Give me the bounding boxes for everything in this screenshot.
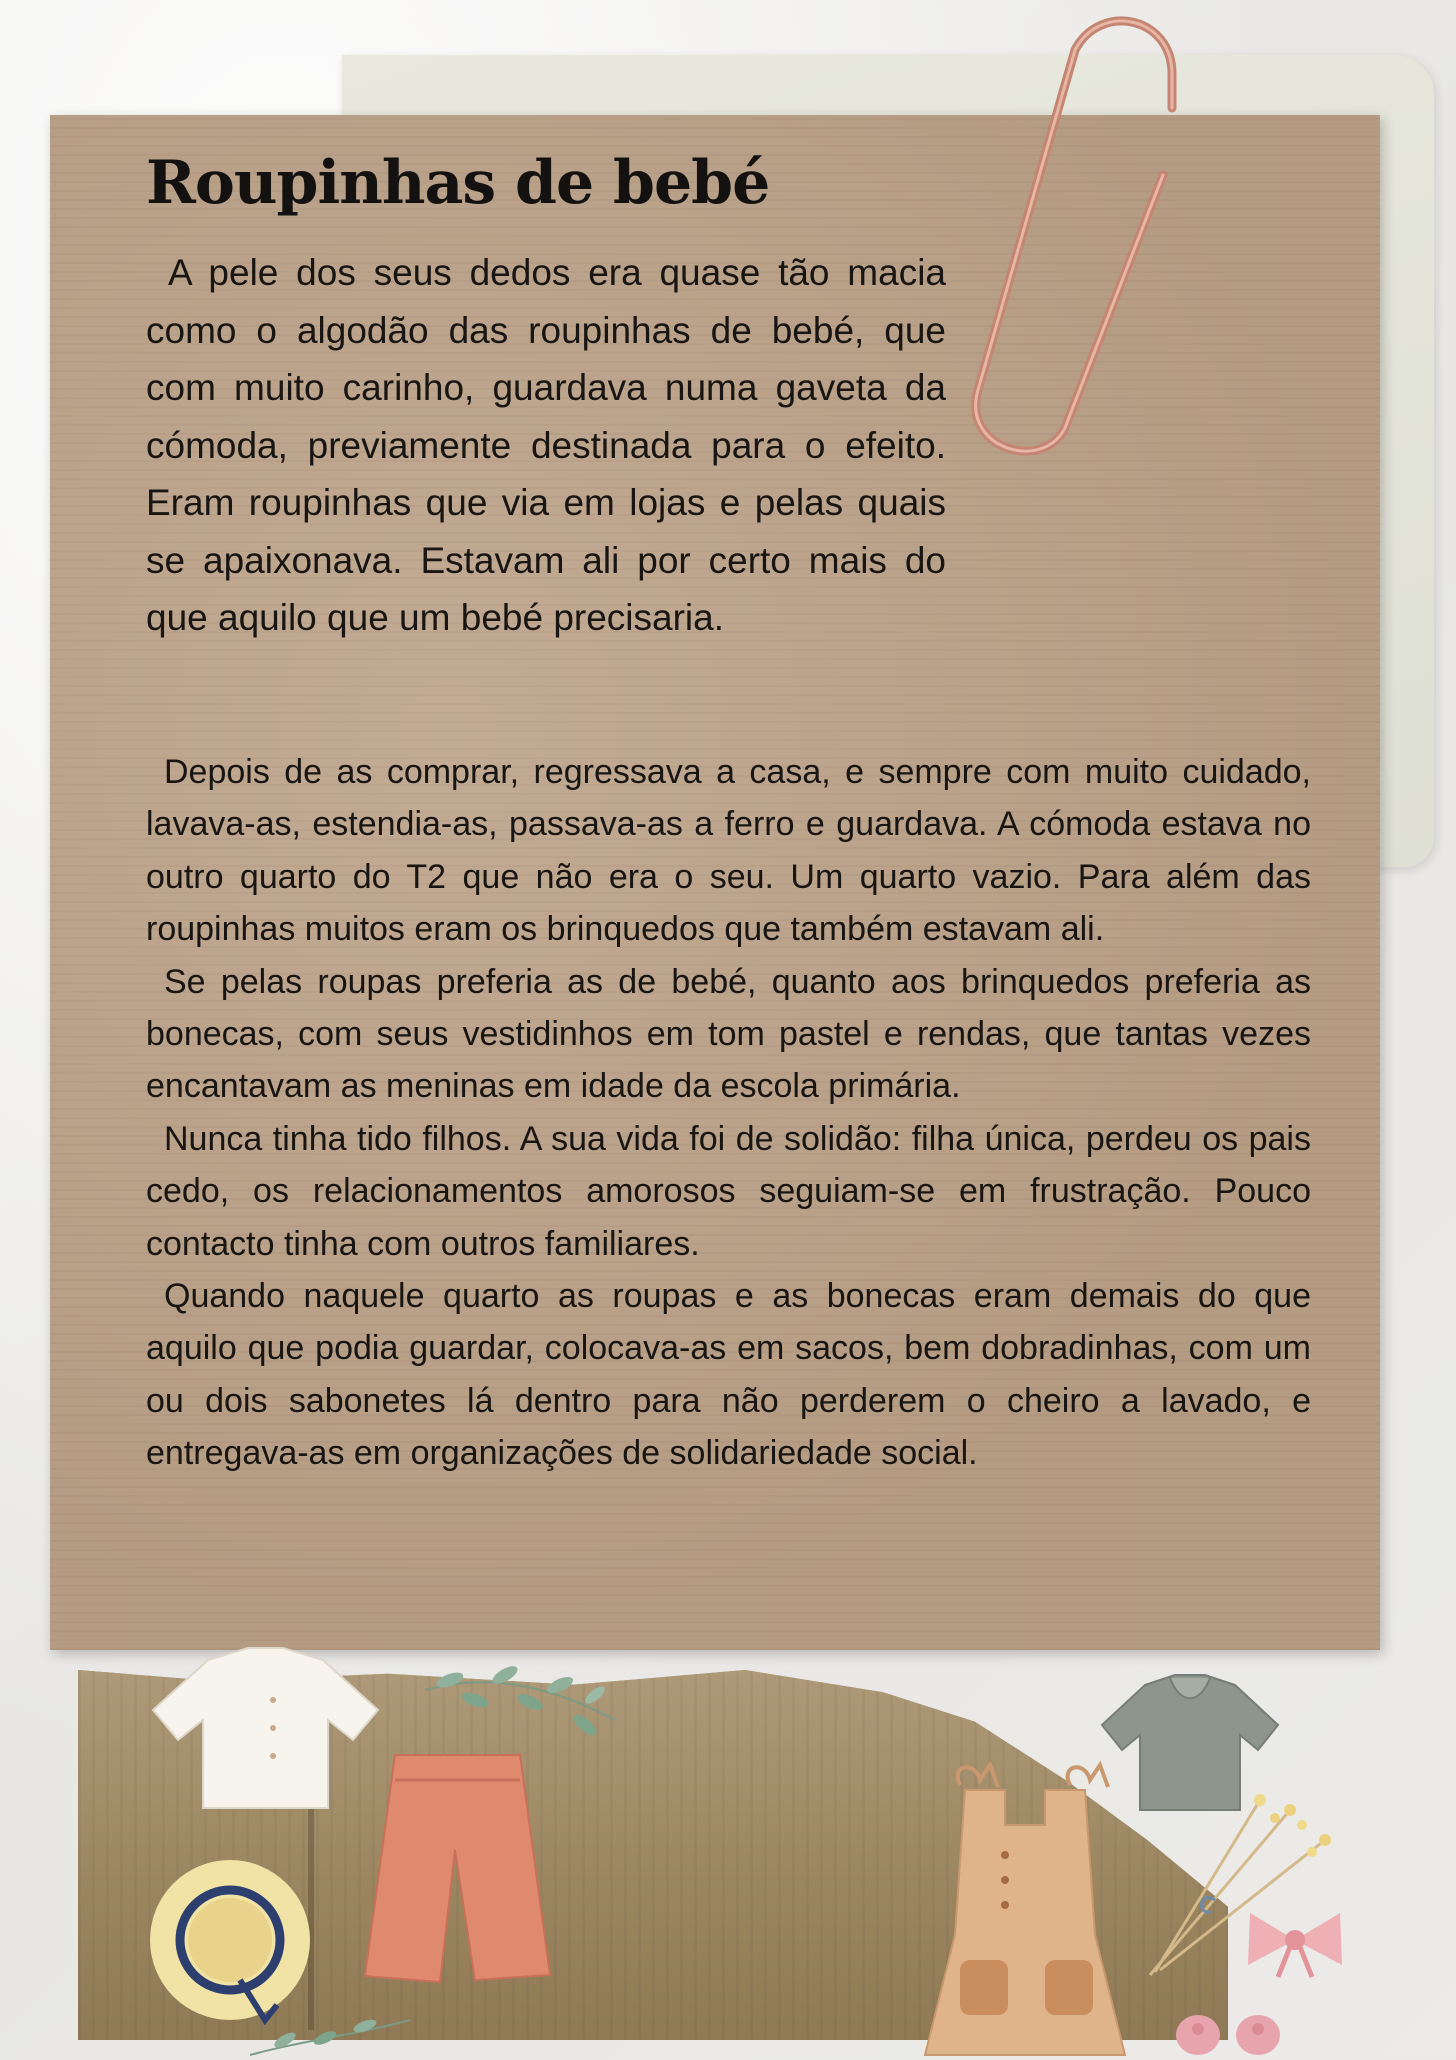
romper-dress-icon [920, 1755, 1130, 2060]
document-title: Roupinhas de bebé [146, 148, 770, 218]
paragraph: Nunca tinha tido filhos. A sua vida foi de solidão: filha única, perdeu os pais cedo, os relacionamentos amorosos seguiam-se em frustração. Pouco contacto tinha com outros familiares. [146, 1119, 1311, 1263]
paperclip-icon [960, 0, 1230, 490]
straw-hat-icon [145, 1855, 315, 2025]
main-text-block [146, 746, 1311, 1480]
paragraph: Depois de as comprar, regressava a casa, e sempre com muito cuidado, lavava-as, estendia-as, passava-as a ferro e guardava. A cómoda estava no outro quarto do T2 que não era o seu. Um quarto vazio. Para além das roupinhas muitos eram os brinquedos que também estavam ali. [146, 753, 1311, 949]
intro-paragraph: A pele dos seus dedos era quase tão macia como o algodão das roupinhas de bebé, que com muito carinho, guardava numa gaveta da cómoda, previamente destinada para o efeito. Eram roupinhas que via em lojas e pelas quais se apaixonava. Estavam ali por certo mais do que aquilo que um bebé precisaria. [146, 252, 946, 638]
intro-block [146, 244, 946, 647]
paragraph: Se pelas roupas preferia as de bebé, quanto aos brinquedos preferia as bonecas, com seus vestidinhos em tom pastel e rendas, que tantas vezes encantavam as meninas em idade da escola primária. [146, 962, 1311, 1106]
pink-bow-icon [1240, 1905, 1350, 1980]
white-shirt-icon [148, 1640, 383, 1815]
paragraph: Quando naquele quarto as roupas e as bonecas eram demais do que aquilo que podia guardar, colocava-as em sacos, bem dobradinhas, com um ou dois sabonetes lá dentro para não perderem o cheiro a lavado, e entregava-as em organizações de solidariedade social. [146, 1277, 1311, 1473]
coral-pants-icon [355, 1750, 555, 1990]
pink-shoes-icon [1170, 2005, 1290, 2060]
leaf-sprig-icon [245, 2010, 415, 2060]
